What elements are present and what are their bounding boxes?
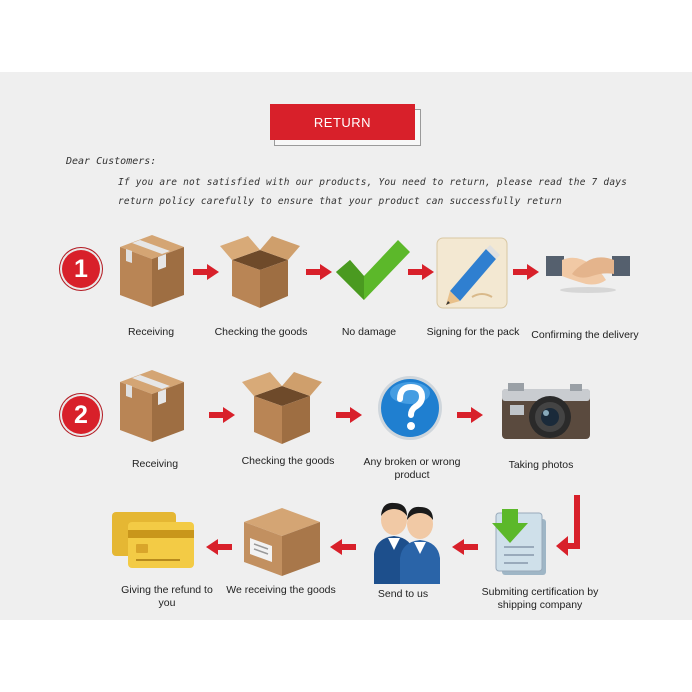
credit-card-icon [110,510,196,570]
arrow-right-icon [408,264,434,280]
step-label: Submiting certification by shipping company [481,586,599,611]
box-closed-icon [118,233,186,309]
box-open-icon [218,232,302,310]
step-label: Confirming the delivery [531,329,639,341]
parcel-icon [242,504,322,578]
step-label: Send to us [377,588,429,600]
arrow-left-icon [330,539,356,555]
pencil-sign-icon [436,237,508,309]
arrow-right-icon [457,407,483,423]
greeting-text: Dear Customers: [66,156,157,167]
step-label: Signing for the pack [426,326,520,338]
handshake-icon [546,250,630,294]
step-label: No damage [341,326,397,338]
step-number-2: 2 [62,396,100,434]
step-label: Any broken or wrong product [363,456,461,481]
question-icon [377,375,443,441]
box-open-icon [240,368,324,446]
policy-note-line-2: return policy carefully to ensure that your product can successfully return [118,196,562,207]
arrow-right-icon [336,407,362,423]
step-label: We receiving the goods [226,584,336,596]
return-policy-panel [0,72,692,620]
step-label: Checking the goods [241,455,335,467]
arrow-left-icon [452,539,478,555]
step-label: Receiving [131,458,179,470]
arrow-right-icon [306,264,332,280]
step-label: Receiving [127,326,175,338]
camera-icon [500,383,592,441]
step-label: Checking the goods [214,326,308,338]
step-label: Taking photos [508,459,574,471]
checkmark-icon [334,238,412,304]
step-label: Giving the refund to you [121,584,213,609]
arrow-right-icon [193,264,219,280]
arrow-turn-icon [556,495,584,557]
step-number-1: 1 [62,250,100,288]
arrow-right-icon [513,264,539,280]
document-download-icon [488,507,550,579]
return-title: RETURN [270,104,415,140]
arrow-right-icon [209,407,235,423]
policy-note-line-1: If you are not satisfied with our products, You need to return, please read the 7 days [118,177,628,188]
support-agents-icon [370,498,442,584]
box-closed-icon [118,368,186,444]
arrow-left-icon [206,539,232,555]
